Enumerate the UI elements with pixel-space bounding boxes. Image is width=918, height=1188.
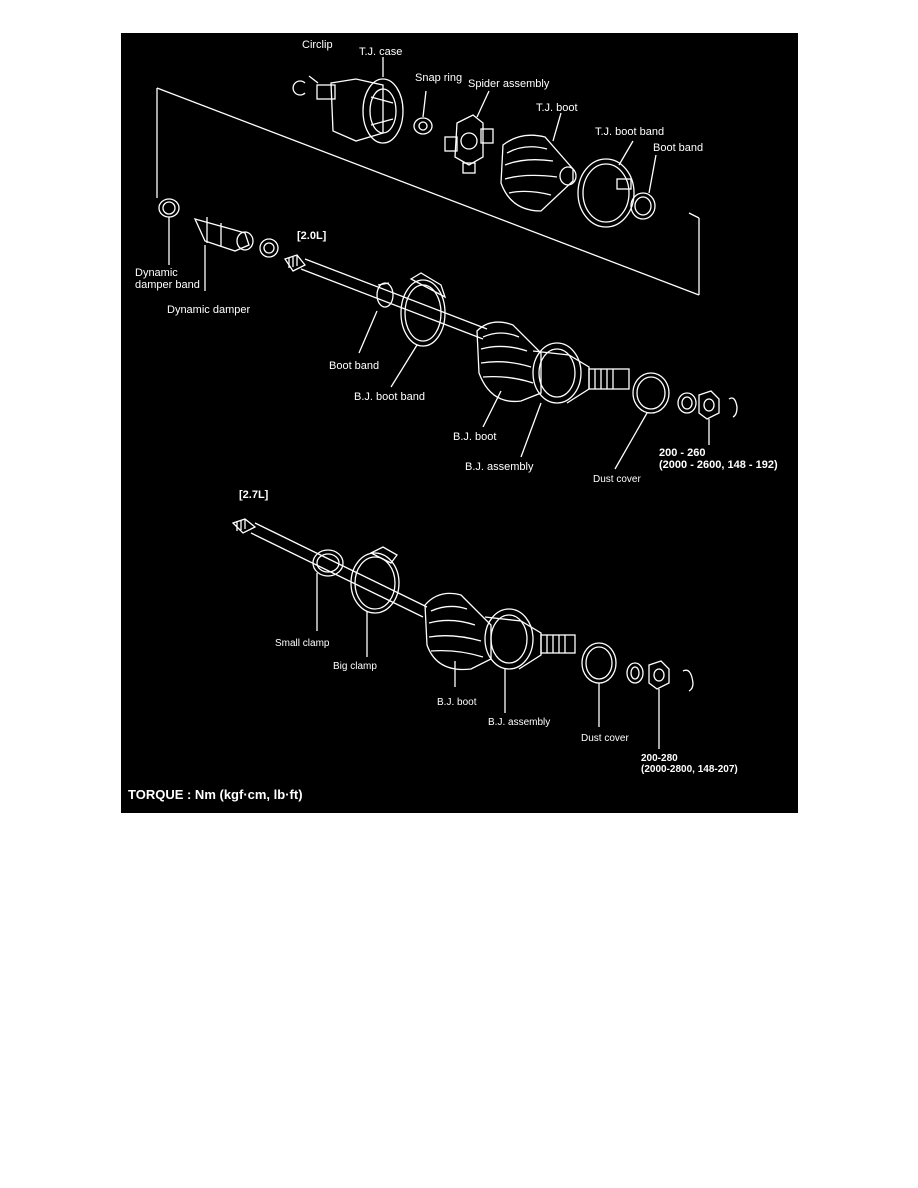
torque-units-note: TORQUE : Nm (kgf·cm, lb·ft)	[128, 787, 303, 802]
label-big-clamp: Big clamp	[333, 661, 377, 672]
bj-assembly-2-0l-part	[521, 343, 629, 457]
boot-band-top-part	[631, 155, 656, 219]
label-bj-assembly-2-0l: B.J. assembly	[465, 461, 534, 473]
label-dust-cover-2-7l: Dust cover	[581, 733, 629, 744]
label-snap-ring: Snap ring	[415, 72, 463, 84]
label-tj-boot: T.J. boot	[536, 102, 578, 114]
label-torque-2-0l-units: (2000 - 2600, 148 - 192)	[659, 459, 778, 471]
drive-shaft-exploded-diagram	[121, 33, 798, 813]
label-torque-2-0l-nm: 200 - 260	[659, 447, 706, 459]
label-dynamic-damper-band: Dynamic damper band	[135, 267, 200, 291]
label-engine-2-7l: [2.7L]	[239, 489, 269, 501]
label-bj-assembly-2-7l: B.J. assembly	[488, 717, 551, 728]
label-torque-2-7l-units: (2000-2800, 148-207)	[641, 764, 738, 775]
nut-assembly-2-7l-part	[627, 661, 693, 749]
bj-boot-2-0l-part	[477, 322, 541, 427]
label-bj-boot-2-0l: B.J. boot	[453, 431, 497, 443]
bj-boot-band-part	[391, 273, 445, 387]
bj-assembly-2-7l-part	[485, 609, 575, 713]
dynamic-damper-part	[195, 217, 253, 291]
small-clamp-part	[313, 550, 343, 631]
nut-assembly-2-0l-part	[678, 391, 737, 445]
label-boot-band-top: Boot band	[653, 142, 704, 154]
label-boot-band-mid: Boot band	[329, 360, 380, 372]
shaft-2-7l	[233, 519, 427, 617]
label-small-clamp: Small clamp	[275, 638, 330, 649]
label-circlip: Circlip	[302, 39, 333, 51]
label-bj-boot-2-7l: B.J. boot	[437, 697, 477, 708]
label-engine-2-0l: [2.0L]	[297, 230, 327, 242]
label-tj-case: T.J. case	[359, 46, 403, 58]
snap-ring-part	[414, 91, 432, 134]
label-dynamic-damper: Dynamic damper	[167, 304, 251, 316]
bj-boot-2-7l-part	[425, 593, 491, 687]
label-dust-cover-2-0l: Dust cover	[593, 474, 641, 485]
tj-case-part	[317, 57, 403, 143]
tj-boot-band-part	[578, 141, 634, 227]
label-torque-2-7l-nm: 200-280	[641, 753, 678, 764]
shaft-2-0l	[285, 255, 487, 339]
circlip-part	[293, 76, 318, 95]
tj-boot-part	[501, 113, 576, 211]
dust-cover-2-7l-part	[582, 643, 616, 727]
dynamic-damper-band-part	[159, 199, 179, 265]
label-tj-boot-band: T.J. boot band	[595, 126, 665, 138]
label-bj-boot-band: B.J. boot band	[354, 391, 425, 403]
ring-2-0l-part	[260, 239, 278, 257]
spider-assembly-part	[445, 91, 493, 173]
label-spider-assembly: Spider assembly	[468, 78, 550, 90]
